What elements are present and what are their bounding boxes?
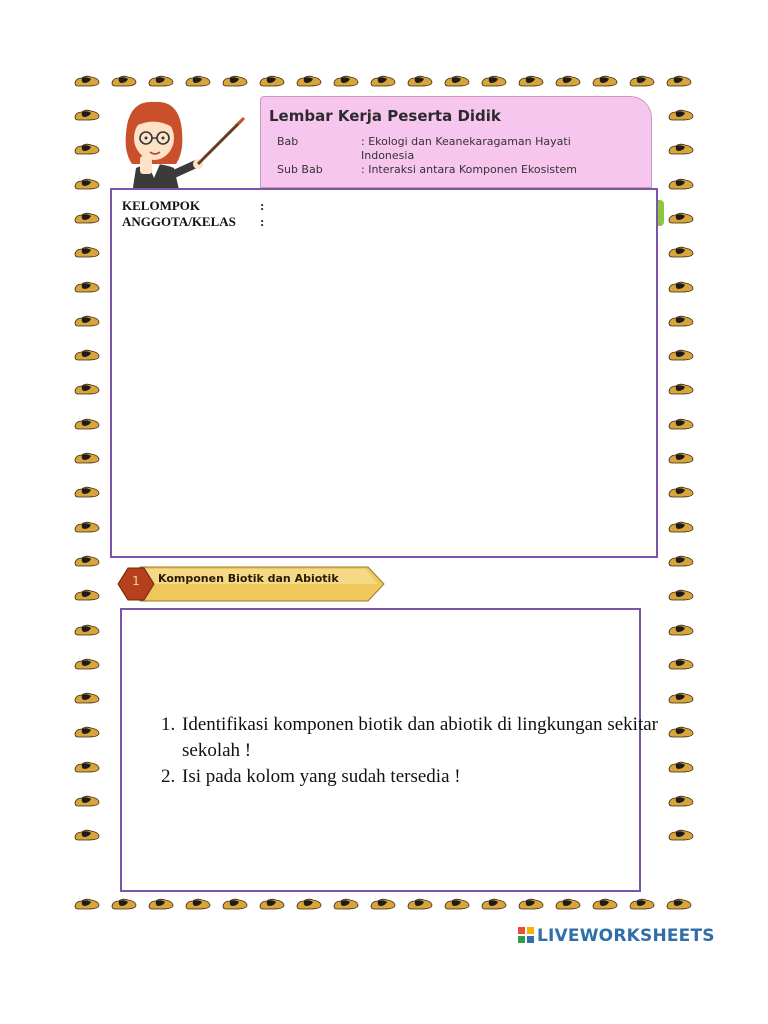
shoe-icon: [148, 74, 174, 87]
shoe-icon: [407, 74, 433, 87]
shoe-icon: [518, 897, 544, 910]
shoe-icon: [668, 485, 694, 498]
shoe-icon: [74, 588, 100, 601]
shoe-icon: [668, 314, 694, 327]
shoe-icon: [74, 554, 100, 567]
shoe-icon: [74, 348, 100, 361]
bab-label: Bab: [277, 135, 299, 148]
header-banner: [260, 96, 652, 188]
shoe-icon: [74, 74, 100, 87]
subbab-label: Sub Bab: [277, 163, 323, 176]
shoe-icon: [185, 74, 211, 87]
shoe-icon: [74, 623, 100, 636]
shoe-icon: [668, 588, 694, 601]
shoe-icon: [668, 280, 694, 293]
shoe-icon: [74, 314, 100, 327]
shoe-icon: [629, 74, 655, 87]
section-title: Komponen Biotik dan Abiotik: [158, 572, 339, 585]
shoe-icon: [668, 245, 694, 258]
shoe-icon: [668, 554, 694, 567]
subbab-value: : Interaksi antara Komponen Ekosistem: [361, 163, 577, 176]
shoe-icon: [333, 897, 359, 910]
instruction-item-2: 2. Isi pada kolom yang sudah tersedia !: [180, 764, 658, 790]
shoe-icon: [555, 74, 581, 87]
shoe-icon: [74, 417, 100, 430]
shoe-icon: [74, 245, 100, 258]
shoe-icon: [148, 897, 174, 910]
shoe-icon: [74, 828, 100, 841]
instruction-list: [154, 712, 658, 790]
shoe-icon: [629, 897, 655, 910]
shoe-icon: [668, 382, 694, 395]
kelompok-field[interactable]: :: [260, 198, 265, 213]
shoe-icon: [370, 74, 396, 87]
shoe-icon: [668, 142, 694, 155]
shoe-icon: [668, 828, 694, 841]
shoe-icon: [74, 657, 100, 670]
instruction-item-1: 1. Identifikasi komponen biotik dan abiotik di lingkungan sekitar sekolah !: [180, 712, 658, 764]
shoe-icon: [668, 794, 694, 807]
instruction-box: [120, 608, 658, 892]
shoe-icon: [481, 897, 507, 910]
liveworksheets-logo[interactable]: [518, 926, 715, 946]
green-tab-edge: [658, 200, 664, 226]
shoe-icon: [111, 897, 137, 910]
teacher-illustration: [118, 94, 258, 194]
anggota-row: [122, 214, 264, 230]
shoe-icon: [668, 623, 694, 636]
shoe-icon: [74, 280, 100, 293]
shoe-icon: [668, 520, 694, 533]
shoe-icon: [74, 760, 100, 773]
shoe-icon: [592, 897, 618, 910]
shoe-icon: [74, 520, 100, 533]
shoe-icon: [74, 142, 100, 155]
shoe-icon: [222, 74, 248, 87]
shoe-icon: [259, 897, 285, 910]
shoe-icon: [74, 211, 100, 224]
liveworksheets-logo-icon: [518, 927, 534, 943]
shoe-icon: [296, 74, 322, 87]
shoe-icon: [74, 451, 100, 464]
shoe-icon: [74, 177, 100, 190]
kelompok-label: KELOMPOK: [122, 198, 200, 213]
shoe-icon: [668, 725, 694, 738]
shoe-icon: [518, 74, 544, 87]
shoe-icon: [668, 177, 694, 190]
section-tab: [116, 564, 386, 604]
shoe-icon: [668, 108, 694, 121]
shoe-icon: [668, 417, 694, 430]
shoe-icon: [74, 897, 100, 910]
shoe-icon: [74, 725, 100, 738]
shoe-icon: [592, 74, 618, 87]
anggota-field[interactable]: :: [260, 214, 265, 229]
worksheet-title: Lembar Kerja Peserta Didik: [269, 107, 501, 125]
shoe-icon: [668, 760, 694, 773]
shoe-icon: [222, 897, 248, 910]
group-info-box: [110, 188, 658, 558]
section-number: 1: [132, 574, 140, 588]
shoe-icon: [668, 211, 694, 224]
shoe-icon: [668, 348, 694, 361]
brand-name: LIVEWORKSHEETS: [537, 926, 715, 946]
anggota-label: ANGGOTA/KELAS: [122, 214, 236, 229]
shoe-icon: [668, 691, 694, 704]
shoe-icon: [444, 74, 470, 87]
shoe-icon: [555, 897, 581, 910]
shoe-icon: [74, 382, 100, 395]
shoe-icon: [185, 897, 211, 910]
shoe-icon: [666, 897, 692, 910]
shoe-icon: [74, 794, 100, 807]
shoe-icon: [111, 74, 137, 87]
shoe-icon: [481, 74, 507, 87]
shoe-icon: [407, 897, 433, 910]
shoe-icon: [668, 451, 694, 464]
bab-value: : Ekologi dan Keanekaragaman Hayati Indonesia: [361, 135, 571, 162]
shoe-icon: [74, 691, 100, 704]
shoe-icon: [668, 657, 694, 670]
shoe-icon: [74, 108, 100, 121]
shoe-icon: [666, 74, 692, 87]
shoe-icon: [74, 485, 100, 498]
shoe-icon: [370, 897, 396, 910]
shoe-icon: [296, 897, 322, 910]
shoe-icon: [333, 74, 359, 87]
shoe-icon: [444, 897, 470, 910]
kelompok-row: [122, 198, 264, 214]
shoe-icon: [259, 74, 285, 87]
